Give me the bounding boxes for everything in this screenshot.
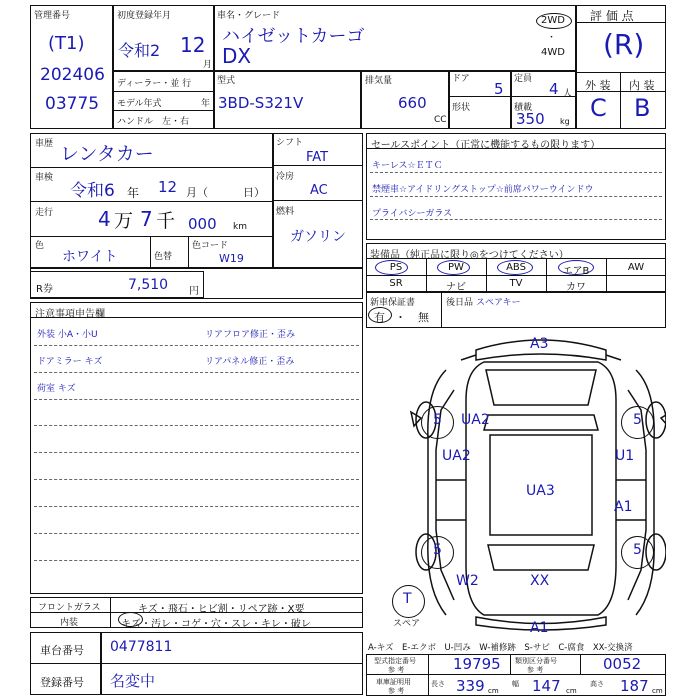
height-value: 187	[620, 677, 649, 695]
class-label: 類別区分番号	[515, 657, 557, 665]
height-unit: cm	[652, 687, 663, 695]
height-label: 高さ	[590, 680, 604, 688]
mgmt-num: 03775	[45, 94, 100, 114]
sales-point-3: プライバシーガラス	[372, 209, 453, 219]
eval-value: (R)	[603, 28, 645, 61]
chassis-value: 0477811	[110, 639, 173, 655]
color-code-value: W19	[219, 252, 244, 265]
reg-label: 登録番号	[40, 676, 84, 689]
class-ref: 参 考	[527, 666, 544, 674]
equip-airbag: エアB	[562, 266, 590, 277]
interior-cond-label: 内装	[60, 618, 79, 628]
note-left-3: 荷室 キズ	[37, 384, 76, 394]
width-value: 147	[532, 677, 561, 695]
load-value: 350	[516, 110, 545, 128]
equip-sr: SR	[389, 278, 403, 289]
load-label: 積載	[514, 103, 533, 113]
length-unit: cm	[488, 687, 499, 695]
sales-point-2: 禁煙車☆アイドリングストップ☆前席パワーウインドウ	[372, 185, 594, 195]
interior-cond-scratch: キズ	[121, 619, 141, 630]
inspection-month-unit: 月（	[186, 186, 208, 199]
history-value: レンタカー	[60, 143, 154, 165]
note-right-1: リアフロア修正・歪み	[205, 330, 296, 340]
extras-value: スペアキー	[476, 298, 521, 308]
width-label: 幅	[512, 680, 519, 688]
extras-label: 後日品	[446, 298, 474, 308]
mark-a3: A3	[530, 336, 549, 352]
mileage-rest: 000	[188, 215, 217, 233]
door-label: ドア	[452, 74, 470, 84]
equip-aw: AW	[627, 262, 645, 273]
mark-xx: XX	[530, 573, 550, 589]
dealer-label: ディーラー・並 行	[117, 79, 192, 89]
color-code-label: 色コード	[192, 241, 229, 251]
equip-tv: TV	[509, 278, 523, 289]
reg-value: 名変中	[110, 672, 156, 690]
type-label: 型式	[217, 76, 236, 86]
note-left-2: ドアミラー キズ	[37, 357, 103, 367]
fuel-label: 燃料	[276, 207, 295, 217]
length-label: 長さ	[431, 680, 445, 688]
inspection-label: 車検	[35, 173, 54, 183]
spare-label: スペア	[393, 619, 421, 629]
type-value: 3BD-S321V	[218, 94, 304, 112]
mileage-man: 4	[98, 207, 111, 231]
inspection-month: 12	[158, 178, 178, 196]
recycle-value: 7,510	[128, 277, 169, 293]
mark-w2: W2	[456, 573, 479, 589]
mark-tire-rl: 5	[433, 542, 442, 558]
exterior-label: 外 装	[585, 79, 611, 92]
note-right-2: リアパネル修正・歪み	[205, 357, 295, 367]
cc-unit: CC	[434, 115, 447, 125]
inspection-year-unit: 年	[127, 186, 140, 200]
mark-a1-right: A1	[614, 499, 633, 515]
model-spec-label: 型式指定番号	[374, 657, 416, 665]
warranty-yes: 有	[374, 311, 385, 324]
history-label: 車歴	[35, 139, 54, 149]
inspection-day-unit: 日）	[243, 186, 265, 199]
front-glass-value: キズ・飛石・ヒビ割・リペア跡・X要	[138, 604, 305, 615]
equipment-label: 装備品（純正品に限り◎をつけてください）	[370, 250, 569, 261]
mgmt-label: 管理番号	[34, 11, 71, 21]
capacity-label: 定員	[514, 74, 533, 84]
car-name-label: 車名・グレード	[217, 11, 281, 21]
mileage-man-unit: 万	[114, 210, 134, 232]
first-reg-label: 初度登録年月	[117, 11, 172, 21]
exterior-grade: C	[590, 94, 607, 122]
note-left-1: 外装 小A・小U	[37, 330, 98, 340]
person-unit: 人	[563, 89, 573, 99]
notes-label: 注意事項申告欄	[35, 309, 105, 320]
interior-grade: B	[634, 94, 651, 122]
drive-dot: ・	[547, 33, 557, 43]
repaint-label: 色替	[154, 252, 173, 262]
mileage-sen-unit: 千	[156, 210, 176, 232]
width-unit: cm	[566, 687, 577, 695]
mark-ua2-left: UA2	[442, 448, 471, 464]
warranty-dot: ・	[395, 311, 406, 324]
km-unit: km	[233, 222, 247, 232]
mgmt-date: 202406	[40, 65, 105, 85]
front-glass-label: フロントガラス	[38, 603, 101, 613]
recycle-box	[30, 271, 204, 298]
color-value: ホワイト	[62, 249, 118, 265]
displacement-label: 排気量	[365, 76, 393, 86]
mark-u1: U1	[615, 448, 635, 464]
mark-ua2-top: UA2	[461, 412, 490, 428]
month-unit: 月	[203, 60, 213, 70]
warranty-no: 無	[418, 311, 429, 324]
model-year-label: モデル年式	[117, 99, 162, 109]
mark-tire-fl: 5	[433, 412, 442, 428]
equip-leather: カワ	[566, 282, 586, 293]
interior-cond-rest: ・汚レ・コゲ・穴・スレ・キレ・破レ	[141, 619, 311, 630]
drive-2wd: 2WD	[541, 15, 565, 26]
interior-label: 内 装	[629, 79, 655, 92]
ac-label: 冷房	[276, 172, 295, 182]
first-reg-month: 12	[180, 33, 206, 57]
sales-point-1: キーレス☆ＥＴＣ	[372, 161, 443, 171]
mark-ua3: UA3	[526, 483, 555, 499]
shape-label: 形状	[452, 103, 471, 113]
shift-label: シフト	[276, 138, 304, 148]
cert-label: 車庫証明用	[376, 678, 411, 686]
inspection-era: 令和6	[70, 181, 115, 201]
chassis-label: 車台番号	[40, 644, 84, 657]
length-value: 339	[456, 677, 485, 695]
grade: DX	[222, 44, 252, 68]
equip-ps: PS	[389, 262, 403, 273]
first-reg-era: 令和2	[118, 41, 161, 60]
cert-ref: 参 考	[388, 687, 405, 695]
mileage-label: 走行	[35, 208, 54, 218]
sales-points-label: セールスポイント（正常に機能するもの限ります）	[371, 140, 601, 151]
spare-mark: T	[403, 591, 412, 607]
model-spec-value: 19795	[453, 655, 501, 673]
door-value: 5	[494, 80, 504, 98]
equip-navi: ナビ	[446, 282, 466, 293]
equip-abs: ABS	[506, 262, 526, 273]
mgmt-code: (T1)	[48, 33, 85, 54]
drive-4wd: 4WD	[541, 47, 565, 58]
mark-tire-fr: 5	[633, 412, 642, 428]
damage-legend: A-キズ E-エクボ U-凹み W-補修跡 S-サビ C-腐食 XX-交換済	[368, 643, 633, 653]
eval-label: 評 価 点	[590, 9, 634, 23]
year-unit: 年	[201, 99, 211, 109]
equip-pw: PW	[448, 262, 464, 273]
ac-value: AC	[310, 183, 328, 198]
mark-a1-rear: A1	[530, 620, 549, 636]
fuel-value: ガソリン	[290, 229, 346, 245]
yen-unit: 円	[189, 286, 199, 297]
shift-value: FAT	[306, 150, 329, 165]
model-spec-ref: 参 考	[388, 666, 405, 674]
capacity-value: 4	[549, 80, 559, 98]
mark-tire-rr: 5	[633, 542, 642, 558]
kg-unit: kg	[560, 117, 570, 126]
warranty-label: 新車保証書	[370, 298, 416, 308]
mileage-sen: 7	[140, 207, 153, 231]
car-name: ハイゼットカーゴ	[222, 26, 365, 47]
displacement-value: 660	[398, 94, 427, 112]
color-label: 色	[35, 241, 45, 251]
handle-label: ハンドル 左・右	[117, 117, 190, 127]
recycle-label: R券	[36, 284, 53, 295]
class-value: 0052	[603, 655, 642, 673]
